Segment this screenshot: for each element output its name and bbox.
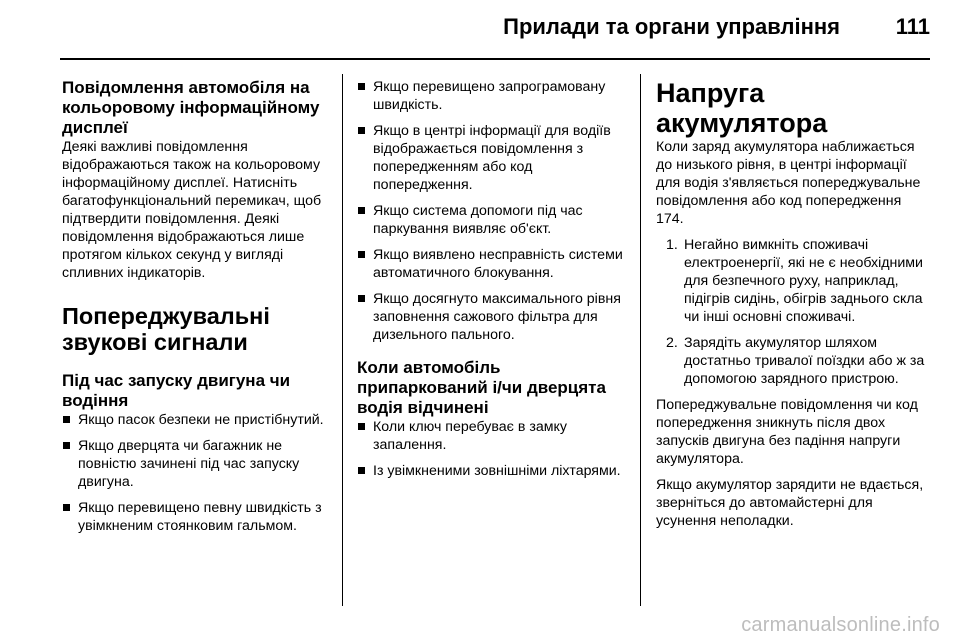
column-divider-right [640,74,641,606]
page-number: 111 [895,14,930,39]
header-rule [60,58,930,60]
bullet-square-icon [358,83,365,90]
list-item: Якщо досягнуто максимального рівня заповнення сажового фільтра для дизельного пального. [357,290,629,344]
vehicle-messages-text: Деякі важливі повідомлення відображаються також на кольоровому інформаційному дисплеї. Натисніть багатофункціональний перемикач, щоб підтвердити повідомлення. Деякі повідомлення відображаються лише протягом кількох секунд у вигляді спливних індикаторів. [62,139,322,281]
bullet-square-icon [358,127,365,134]
watermark-text: carmanualsonline.info [741,614,940,636]
battery-paragraph-2: Якщо акумулятор зарядити не вдається, зверніться до автомайстерні для усунення неполадки. [656,477,924,529]
column-2 [357,78,629,488]
column-1 [62,78,334,543]
section-heading-battery-voltage: Напруга акумулятора [656,78,828,138]
battery-intro-text: Коли заряд акумулятора наближається до низького рівня, в центрі інформації для водія з'являється попереджувальне повідомлення або код попередження 174. [656,139,921,227]
list-item: Коли ключ перебуває в замку запалення. [357,418,629,454]
bullet-square-icon [358,467,365,474]
list-item: Якщо пасок безпеки не пристібнутий. [62,411,334,429]
page-header-title: Прилади та органи управління [503,14,840,39]
list-item: Із увімкненими зовнішніми ліхтарями. [357,462,629,480]
battery-paragraph-1: Попереджувальне повідомлення чи код попередження зникнуть після двох запусків двигуна без падіння напруги акумулятора. [656,397,918,467]
list-item: Якщо в центрі інформації для водіїв відображається повідомлення з попередженням або код попередження. [357,122,629,194]
bullet-square-icon [63,504,70,511]
subheading-engine-start: Під час запуску двигуна чи водіння [62,371,291,410]
list-item: Якщо перевищено запрограмовану швидкість. [357,78,629,114]
bullet-square-icon [358,207,365,214]
bullet-square-icon [358,295,365,302]
column-3 [656,78,932,530]
list-item: Якщо дверцята чи багажник не повністю зачинені під час запуску двигуна. [62,437,334,491]
bullet-list-engine-start [62,411,334,535]
bullet-square-icon [63,416,70,423]
section-heading-vehicle-messages: Повідомлення автомобіля на кольоровому інформаційному дисплеї [62,78,320,137]
section-title-warning-chimes: Попереджувальні звукові сигнали [62,303,270,355]
numbered-list-battery-steps [656,236,932,388]
list-item: Якщо система допомоги під час паркування виявляє об'єкт. [357,202,629,238]
bullet-square-icon [63,442,70,449]
subheading-parked: Коли автомобіль припаркований і/чи дверцята водія відчинені [357,358,606,417]
list-item: 2. Зарядіть акумулятор шляхом достатньо тривалої поїздки або ж за допомогою зарядного пристрою. [666,335,925,387]
bullet-list-driving [357,78,629,344]
bullet-square-icon [358,251,365,258]
column-divider-left [342,74,343,606]
list-item: Якщо перевищено певну швидкість з увімкненим стоянковим гальмом. [62,499,334,535]
list-item: 1. Негайно вимкніть споживачі електроенергії, які не є необхідними для безпечного руху, наприклад, підігрів сидінь, обігрів заднього скла чи інші основні споживачі. [666,237,923,325]
list-item: Якщо виявлено несправність системи автоматичного блокування. [357,246,629,282]
bullet-square-icon [358,423,365,430]
bullet-list-parked [357,418,629,480]
